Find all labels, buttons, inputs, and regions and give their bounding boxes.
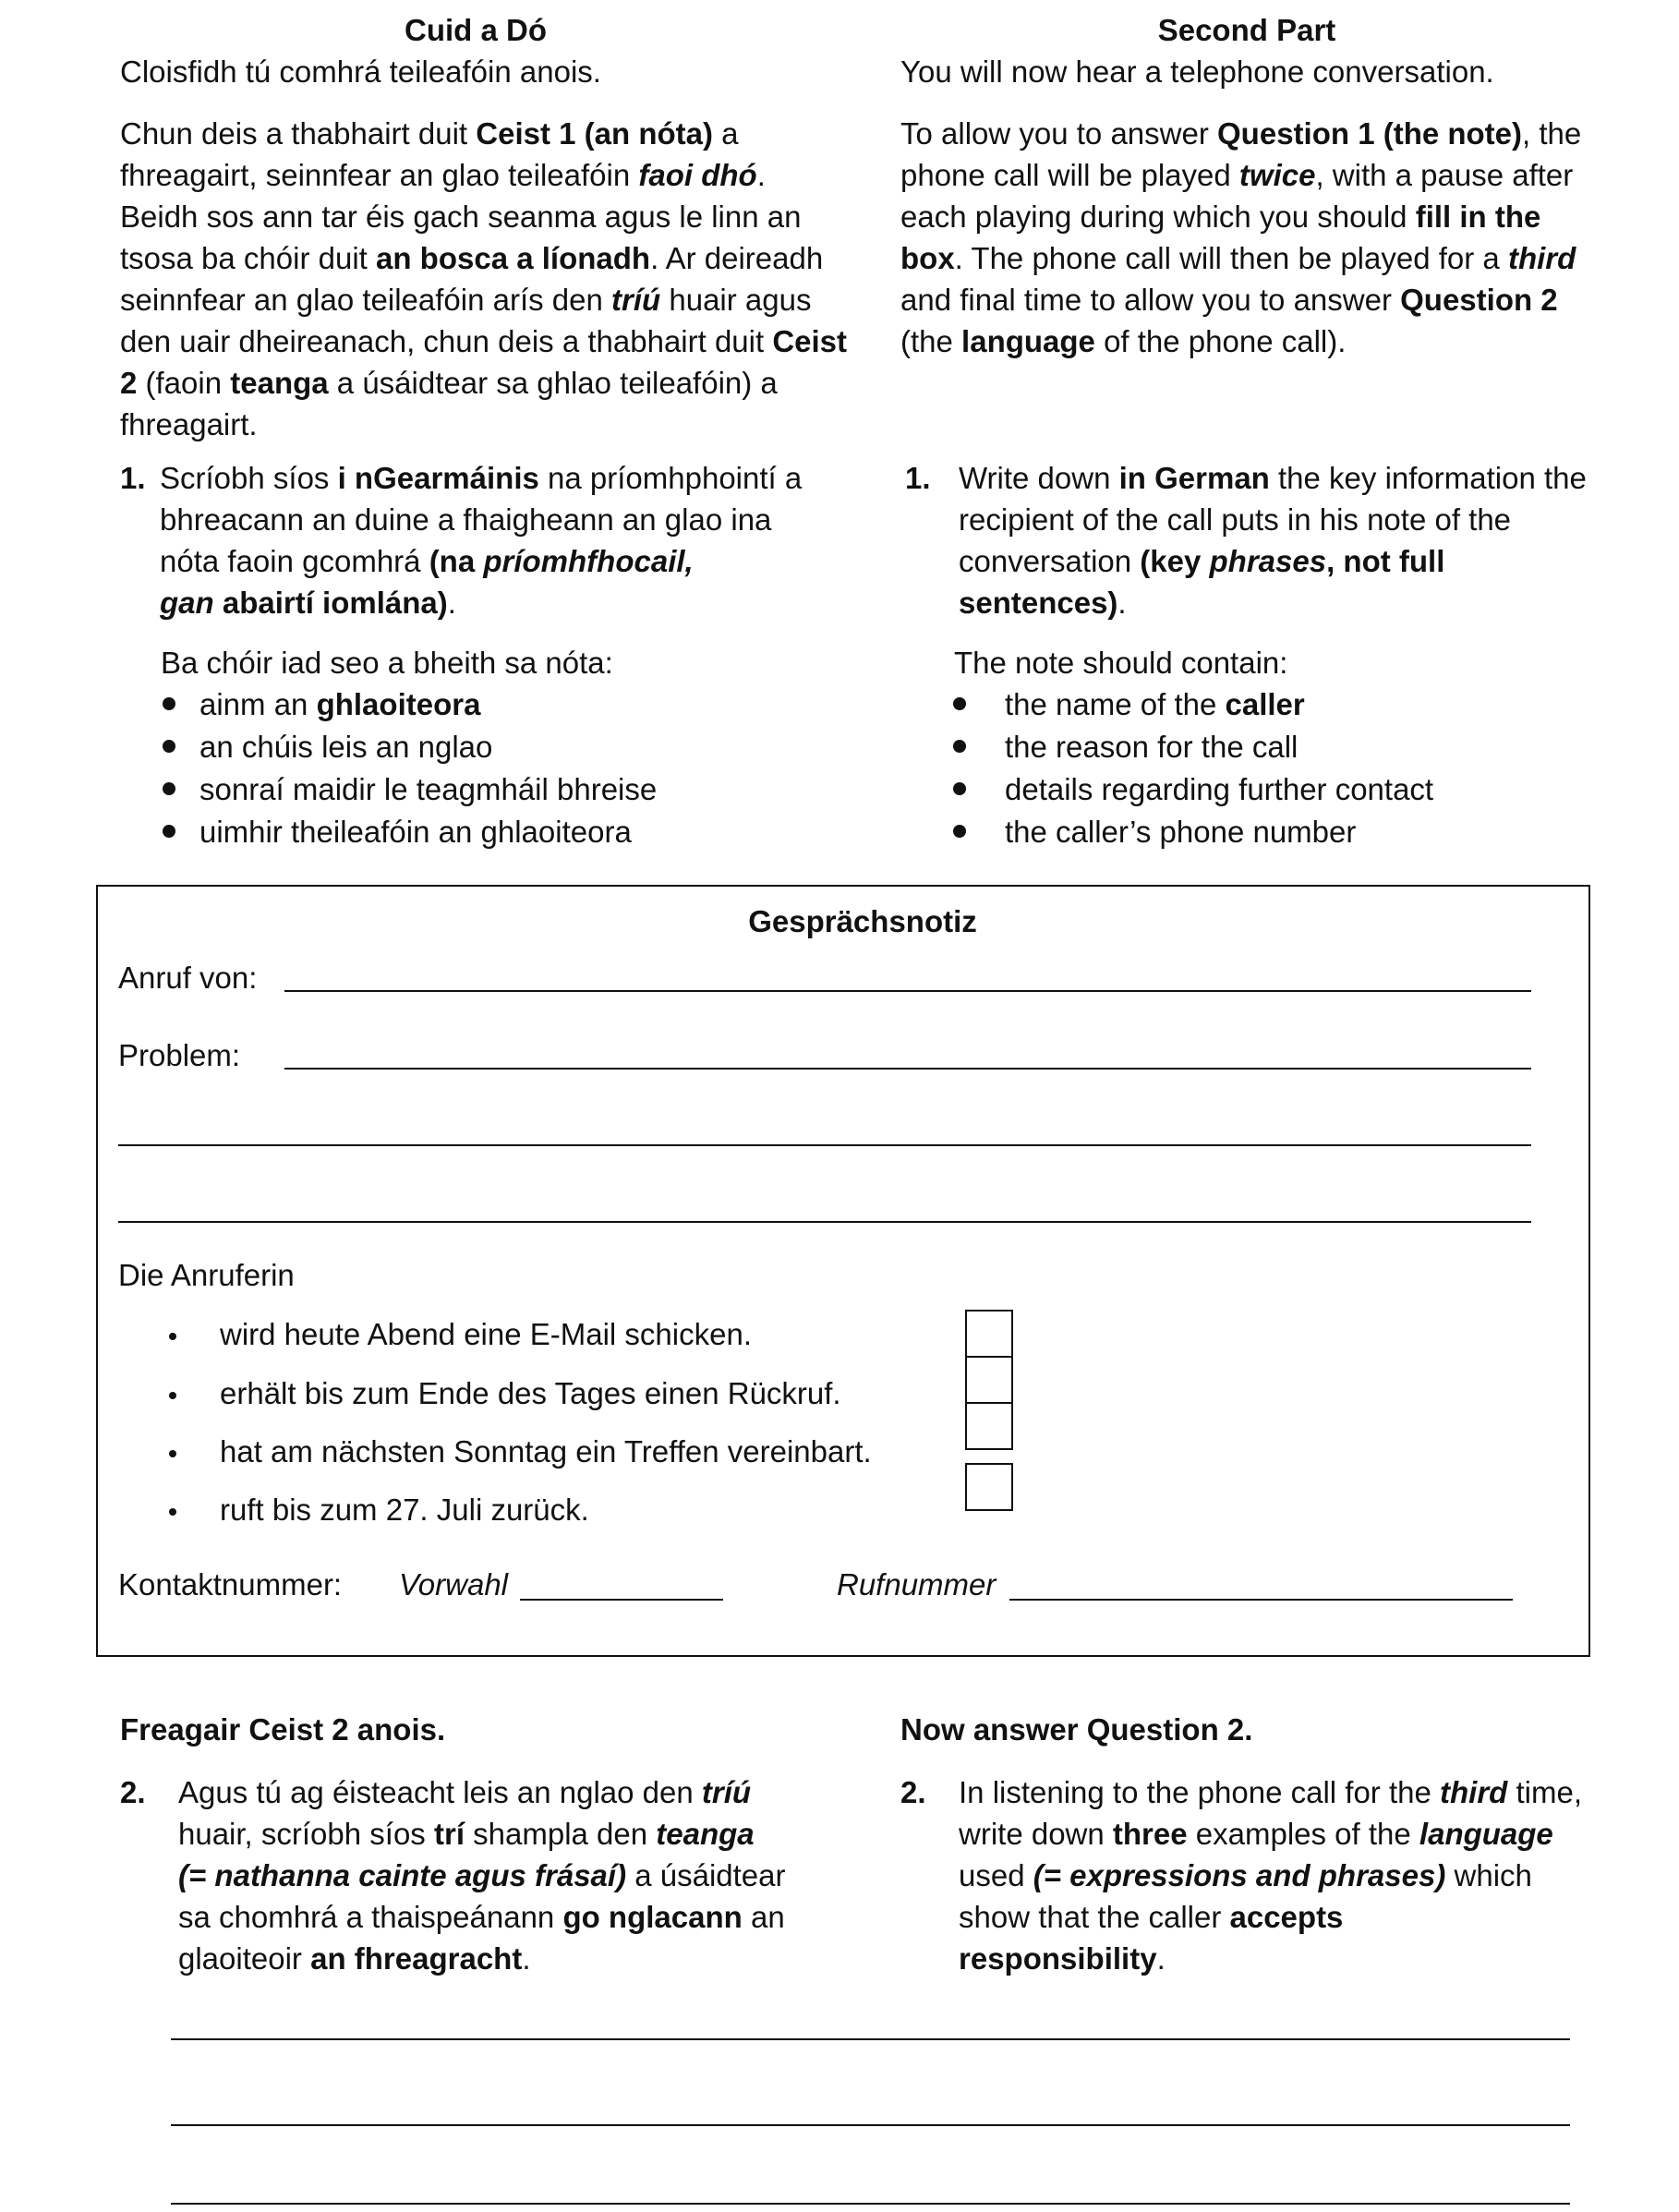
left-q1-text: Scríobh síos i nGearmáinis na príomhphointí a bhreacann an duine a fhaigheann an glao ina nóta faoin gcomhrá (na príomhfhocail, gan abairtí iomlána). — [160, 461, 803, 620]
right-q1-number: 1. — [905, 461, 931, 495]
list-item: details regarding further contact — [951, 768, 1598, 811]
right-q2-text: In listening to the phone call for the third time, write down three examples of the language used (= expressions and phrases) which show that the caller accepts responsibility. — [959, 1775, 1583, 1976]
right-question-1 — [905, 457, 1607, 620]
right-heading: Second Part — [1157, 13, 1336, 47]
left-bullet-list — [161, 683, 826, 853]
right-instructions: To allow you to answer Question 1 (the note), the phone call will be played twice, with a pause after each playing during which you should fill in the box. The phone call will then be played for a third and final time to allow you to answer Question 2 (the language of the phone call). — [900, 116, 1582, 358]
problem-input-line-3[interactable] — [118, 1221, 1531, 1223]
list-item: sonraí maidir le teagmháil bhreise — [161, 768, 826, 811]
caller-section-label: Die Anruferin — [118, 1258, 295, 1292]
right-q1-text: Write down in German the key information the recipient of the call puts in his note of the conversation (key phrases, not full sentences). — [959, 461, 1587, 620]
list-item: the reason for the call — [951, 726, 1598, 768]
left-question-1 — [120, 457, 822, 623]
checkbox-callback[interactable] — [965, 1356, 1013, 1404]
checkbox-email[interactable] — [965, 1310, 1013, 1358]
left-instructions: Chun deis a thabhairt duit Ceist 1 (an nóta) a fhreagairt, seinnfear an glao teileafóin faoi dhó. Beidh sos ann tar éis gach seanma agus le linn an tsosa ba chóir duit an bosca a líonadh. Ar deireadh seinnfear an glao teileafóin arís den tríú huair agus den uair dheireanach, chun deis a thabhairt duit Ceist 2 (faoin teanga a úsáidtear sa ghlao teileafóin) a fhreagairt. — [120, 116, 848, 441]
left-intro: Cloisfidh tú comhrá teileafóin anois. — [120, 54, 601, 89]
phone-number-input-line[interactable] — [1009, 1599, 1513, 1601]
right-note-intro: The note should contain: — [954, 646, 1288, 680]
answer-line-3[interactable] — [171, 2203, 1570, 2205]
contact-label: Kontaktnummer: — [118, 1567, 343, 1602]
left-answer-heading: Freagair Ceist 2 anois. — [120, 1712, 446, 1747]
note-box — [96, 885, 1590, 1657]
right-intro: You will now hear a telephone conversation. — [900, 54, 1494, 89]
list-item: an chúis leis an nglao — [161, 726, 826, 768]
phone-number-label: Rufnummer — [837, 1567, 997, 1602]
checkbox-call-back-july[interactable] — [965, 1463, 1013, 1511]
left-q2-text: Agus tú ag éisteacht leis an nglao den tríú huair, scríobh síos trí shampla den teanga (= nathanna cainte agus frásaí) a úsáidtear sa chomhrá a thaispeánann go nglacann an glaoiteoir an fhreagracht. — [178, 1775, 786, 1976]
right-question-2 — [900, 1771, 1621, 1984]
right-answer-heading: Now answer Question 2. — [900, 1712, 1253, 1747]
problem-input-line-2[interactable] — [118, 1144, 1531, 1146]
right-bullet-list — [951, 683, 1598, 853]
bullet-icon — [169, 1450, 176, 1457]
bullet-icon — [169, 1508, 176, 1516]
problem-input-line[interactable] — [284, 1068, 1531, 1070]
right-q2-number: 2. — [900, 1775, 926, 1809]
answer-line-1[interactable] — [171, 2038, 1570, 2040]
list-item: the name of the caller — [951, 683, 1598, 726]
left-heading: Cuid a Dó — [405, 13, 547, 47]
caller-input-line[interactable] — [284, 990, 1531, 992]
list-item: ainm an ghlaoiteora — [161, 683, 826, 726]
left-note-intro: Ba chóir iad seo a bheith sa nóta: — [161, 646, 613, 680]
left-q1-number: 1. — [120, 461, 146, 495]
option-call-back-july: ruft bis zum 27. Juli zurück. — [220, 1493, 589, 1527]
option-meeting: hat am nächsten Sonntag ein Treffen vereinbart. — [220, 1434, 872, 1469]
left-q2-number: 2. — [120, 1775, 146, 1809]
list-item: the caller’s phone number — [951, 811, 1598, 853]
bullet-icon — [169, 1333, 176, 1340]
problem-label: Problem: — [118, 1038, 241, 1072]
area-code-label: Vorwahl — [399, 1567, 508, 1602]
note-title: Gesprächsnotiz — [748, 904, 977, 938]
area-code-input-line[interactable] — [520, 1599, 723, 1601]
list-item: uimhir theileafóin an ghlaoiteora — [161, 811, 826, 853]
answer-line-2[interactable] — [171, 2124, 1570, 2126]
bullet-icon — [169, 1392, 176, 1399]
option-callback: erhält bis zum Ende des Tages einen Rückruf. — [220, 1376, 841, 1410]
left-question-2 — [120, 1771, 840, 1984]
caller-label: Anruf von: — [118, 961, 258, 995]
checkbox-meeting[interactable] — [965, 1402, 1013, 1450]
option-email: wird heute Abend eine E-Mail schicken. — [220, 1317, 752, 1351]
